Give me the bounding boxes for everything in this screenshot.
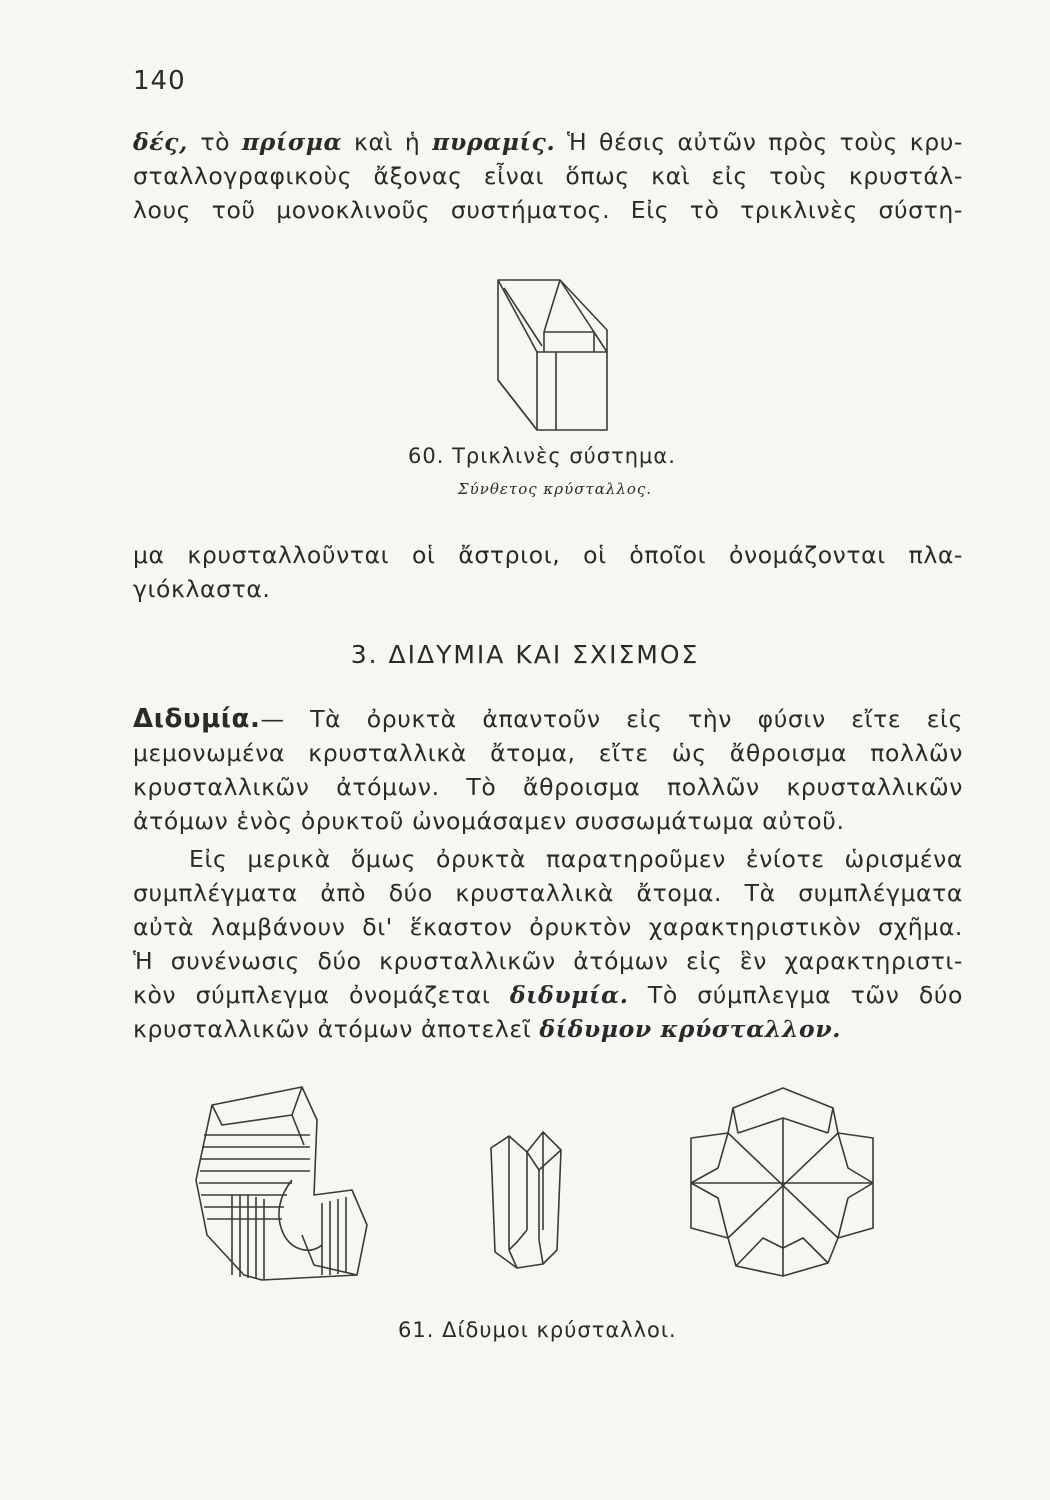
text-fragment: καὶ ἡ bbox=[342, 128, 433, 156]
text-line: γιόκλαστα. bbox=[133, 575, 271, 603]
paragraph-twinning-examples bbox=[133, 842, 963, 1046]
text-fragment: τὸ bbox=[200, 128, 242, 156]
section-heading: 3. ΔΙΔΥΜΙΑ ΚΑΙ ΣΧΙΣΜΟΣ bbox=[350, 640, 700, 669]
text-fragment: κρυσταλλικῶν ἀτόμων ἀποτελεῖ bbox=[133, 1015, 540, 1043]
italic-word: δές, bbox=[133, 128, 201, 156]
text-line: λους τοῦ μονοκλινοῦς συστήματος. Εἰς τὸ τρικλινὲς σύστη- bbox=[133, 196, 963, 224]
figure-60-caption: 60. Τρικλινὲς σύστημα. bbox=[408, 444, 676, 468]
interpenetrating-twin-drawing bbox=[192, 1085, 382, 1285]
text-fragment: — Τὰ ὀρυκτὰ ἀπαντοῦν εἰς τὴν φύσιν εἴτε εἰς bbox=[260, 705, 963, 733]
paragraph-intro bbox=[133, 125, 963, 227]
text-line: μεμονωμένα κρυσταλλικὰ ἄτομα, εἴτε ὡς ἄθροισμα πολλῶν bbox=[133, 739, 963, 767]
page-number: 140 bbox=[133, 66, 186, 96]
italic-term-twin-crystal: δίδυμον κρύσταλλον. bbox=[539, 1015, 842, 1043]
text-line: σταλλογραφικοὺς ἄξονας εἶναι ὅπως καὶ εἰς τοὺς κρυστάλ- bbox=[133, 162, 963, 190]
paragraph-twinning-definition bbox=[133, 702, 963, 838]
text-fragment: Τὸ σύμπλεγμα τῶν δύο bbox=[628, 981, 963, 1009]
italic-term-didymia: διδυμία. bbox=[509, 981, 629, 1009]
figure-61-caption: 61. Δίδυμοι κρύσταλλοι. bbox=[398, 1318, 677, 1342]
text-line: Εἰς μερικὰ ὅμως ὀρυκτὰ παρατηροῦμεν ἐνίοτε ὡρισμένα bbox=[189, 845, 963, 873]
text-line: Ἡ συνένωσις δύο κρυσταλλικῶν ἀτόμων εἰς ἓν χαρακτηριστι- bbox=[133, 947, 963, 975]
text-fragment: Ἡ θέσις αὐτῶν πρὸς τοὺς κρυ- bbox=[555, 128, 964, 156]
term-didymia: Διδυμία. bbox=[133, 704, 261, 734]
triclinic-crystal-drawing bbox=[490, 270, 630, 450]
text-line: ἀτόμων ἑνὸς ὀρυκτοῦ ὠνομάσαμεν συσσωμάτωμα αὐτοῦ. bbox=[133, 807, 845, 835]
text-line: μα κρυσταλλοῦνται οἱ ἄστριοι, οἱ ὁποῖοι ὀνομάζονται πλα- bbox=[133, 541, 963, 569]
italic-term-prism: πρίσμα bbox=[241, 128, 343, 156]
text-fragment: κὸν σύμπλεγμα ὀνομάζεται bbox=[133, 981, 510, 1009]
italic-term-pyramid: πυραμίς. bbox=[432, 128, 556, 156]
figure-60-subcaption: Σύνθετος κρύσταλλος. bbox=[458, 480, 653, 498]
contact-twin-drawing bbox=[487, 1130, 567, 1270]
text-line: αὐτὰ λαμβάνουν δι' ἕκαστον ὀρυκτὸν χαρακτηριστικὸν σχῆμα. bbox=[133, 913, 963, 941]
cross-twin-drawing bbox=[688, 1088, 878, 1278]
paragraph-plagioclase bbox=[133, 538, 963, 606]
text-line: συμπλέγματα ἀπὸ δύο κρυσταλλικὰ ἄτομα. Τὰ συμπλέγματα bbox=[133, 879, 963, 907]
text-line: κρυσταλλικῶν ἀτόμων. Τὸ ἄθροισμα πολλῶν κρυσταλλικῶν bbox=[133, 773, 963, 801]
